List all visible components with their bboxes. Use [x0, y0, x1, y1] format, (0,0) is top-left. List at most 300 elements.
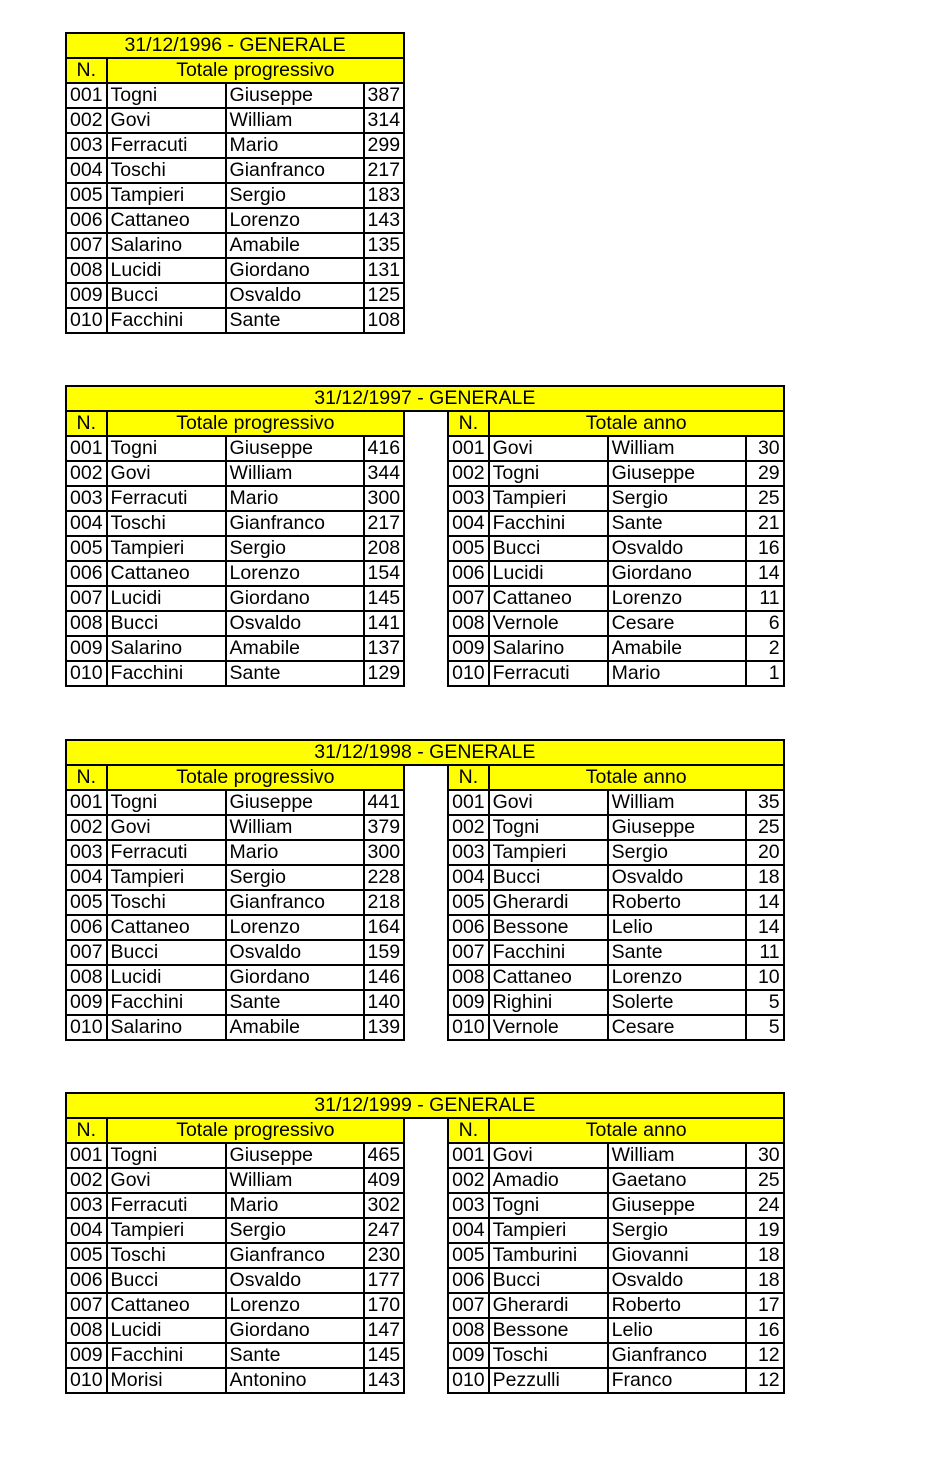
value-cell: 25	[746, 486, 784, 511]
header-n: N.	[66, 765, 107, 790]
table-row	[66, 511, 784, 536]
value-cell: 29	[746, 461, 784, 486]
firstname-cell: Osvaldo	[226, 940, 364, 965]
value-cell: 21	[746, 511, 784, 536]
rank-cell: 006	[66, 915, 107, 940]
value-cell: 139	[364, 1015, 405, 1040]
rank-cell: 002	[66, 461, 107, 486]
rank-cell: 004	[448, 1218, 489, 1243]
rank-cell: 003	[66, 486, 107, 511]
value-cell: 5	[746, 990, 784, 1015]
table-row	[66, 586, 784, 611]
value-cell: 24	[746, 1193, 784, 1218]
value-cell: 170	[364, 1293, 405, 1318]
surname-cell: Bessone	[489, 915, 608, 940]
section-block	[65, 32, 405, 334]
surname-cell: Tampieri	[107, 183, 226, 208]
value-cell: 228	[364, 865, 405, 890]
rank-cell: 001	[66, 790, 107, 815]
column-gap	[404, 1193, 448, 1218]
table-row	[66, 790, 784, 815]
value-cell: 143	[364, 1368, 405, 1393]
firstname-cell: William	[226, 108, 364, 133]
firstname-cell: Sergio	[226, 183, 364, 208]
firstname-cell: Mario	[226, 1193, 364, 1218]
section-block	[65, 739, 785, 1041]
column-gap	[404, 965, 448, 990]
table-row	[66, 183, 404, 208]
rank-cell: 009	[66, 283, 107, 308]
value-cell: 108	[364, 308, 405, 333]
firstname-cell: Osvaldo	[608, 865, 746, 890]
column-gap	[404, 436, 448, 461]
table-row	[66, 815, 784, 840]
header-totale-anno: Totale anno	[489, 765, 784, 790]
value-cell: 299	[364, 133, 405, 158]
section-title: 31/12/1997 - GENERALE	[66, 386, 784, 411]
value-cell: 18	[746, 1268, 784, 1293]
table-row	[66, 1143, 784, 1168]
rank-cell: 005	[448, 890, 489, 915]
column-gap	[404, 1318, 448, 1343]
firstname-cell: Lorenzo	[226, 561, 364, 586]
firstname-cell: Cesare	[608, 611, 746, 636]
firstname-cell: Sergio	[608, 840, 746, 865]
surname-cell: Govi	[107, 108, 226, 133]
column-gap	[404, 1168, 448, 1193]
value-cell: 146	[364, 965, 405, 990]
column-gap	[404, 1118, 448, 1143]
rank-cell: 010	[448, 1015, 489, 1040]
surname-cell: Bucci	[107, 1268, 226, 1293]
column-gap	[404, 865, 448, 890]
header-totale-anno: Totale anno	[489, 1118, 784, 1143]
column-gap	[404, 1293, 448, 1318]
surname-cell: Cattaneo	[107, 1293, 226, 1318]
table-row	[66, 158, 404, 183]
firstname-cell: Lelio	[608, 915, 746, 940]
surname-cell: Govi	[489, 1143, 608, 1168]
rank-cell: 002	[66, 108, 107, 133]
column-gap	[404, 611, 448, 636]
surname-cell: Tampieri	[489, 840, 608, 865]
firstname-cell: Roberto	[608, 1293, 746, 1318]
surname-cell: Lucidi	[107, 586, 226, 611]
value-cell: 300	[364, 840, 405, 865]
table-row	[66, 1318, 784, 1343]
rank-cell: 003	[448, 1193, 489, 1218]
ranking-table	[65, 385, 785, 687]
surname-cell: Bucci	[489, 865, 608, 890]
firstname-cell: Sante	[226, 661, 364, 686]
rank-cell: 005	[448, 1243, 489, 1268]
value-cell: 409	[364, 1168, 405, 1193]
value-cell: 129	[364, 661, 405, 686]
header-row	[66, 765, 784, 790]
rank-cell: 001	[66, 83, 107, 108]
surname-cell: Govi	[107, 461, 226, 486]
firstname-cell: Sergio	[226, 865, 364, 890]
header-totale-progressivo: Totale progressivo	[107, 1118, 405, 1143]
rank-cell: 004	[66, 511, 107, 536]
value-cell: 25	[746, 1168, 784, 1193]
rank-cell: 004	[448, 511, 489, 536]
firstname-cell: Sante	[608, 940, 746, 965]
surname-cell: Salarino	[107, 636, 226, 661]
column-gap	[404, 1368, 448, 1393]
firstname-cell: Giovanni	[608, 1243, 746, 1268]
header-row	[66, 411, 784, 436]
value-cell: 145	[364, 586, 405, 611]
firstname-cell: Solerte	[608, 990, 746, 1015]
surname-cell: Cattaneo	[107, 208, 226, 233]
surname-cell: Bucci	[489, 536, 608, 561]
value-cell: 18	[746, 1243, 784, 1268]
firstname-cell: Amabile	[608, 636, 746, 661]
firstname-cell: Osvaldo	[608, 536, 746, 561]
rank-cell: 006	[66, 561, 107, 586]
rank-cell: 001	[66, 1143, 107, 1168]
table-row	[66, 208, 404, 233]
header-totale-progressivo: Totale progressivo	[107, 411, 405, 436]
value-cell: 218	[364, 890, 405, 915]
surname-cell: Govi	[489, 436, 608, 461]
firstname-cell: Lelio	[608, 1318, 746, 1343]
table-row	[66, 258, 404, 283]
column-gap	[404, 411, 448, 436]
surname-cell: Morisi	[107, 1368, 226, 1393]
surname-cell: Lucidi	[107, 258, 226, 283]
section-title: 31/12/1996 - GENERALE	[66, 33, 404, 58]
firstname-cell: Giordano	[226, 258, 364, 283]
column-gap	[404, 990, 448, 1015]
firstname-cell: Giordano	[608, 561, 746, 586]
column-gap	[404, 1143, 448, 1168]
title-row	[66, 1093, 784, 1118]
value-cell: 141	[364, 611, 405, 636]
rank-cell: 008	[66, 258, 107, 283]
table-row	[66, 940, 784, 965]
firstname-cell: Osvaldo	[226, 1268, 364, 1293]
firstname-cell: Sergio	[226, 1218, 364, 1243]
column-gap	[404, 536, 448, 561]
value-cell: 16	[746, 1318, 784, 1343]
firstname-cell: Sergio	[226, 536, 364, 561]
rank-cell: 003	[66, 840, 107, 865]
surname-cell: Govi	[107, 815, 226, 840]
table-row	[66, 1343, 784, 1368]
surname-cell: Togni	[107, 436, 226, 461]
surname-cell: Tampieri	[107, 536, 226, 561]
header-row	[66, 1118, 784, 1143]
rank-cell: 009	[66, 990, 107, 1015]
value-cell: 441	[364, 790, 405, 815]
firstname-cell: Gianfranco	[226, 890, 364, 915]
table-row	[66, 1243, 784, 1268]
rank-cell: 007	[66, 940, 107, 965]
firstname-cell: Cesare	[608, 1015, 746, 1040]
rank-cell: 002	[448, 815, 489, 840]
value-cell: 14	[746, 915, 784, 940]
surname-cell: Lucidi	[107, 1318, 226, 1343]
firstname-cell: Roberto	[608, 890, 746, 915]
header-n: N.	[448, 411, 489, 436]
firstname-cell: Gianfranco	[608, 1343, 746, 1368]
rank-cell: 006	[66, 1268, 107, 1293]
rank-cell: 006	[448, 915, 489, 940]
value-cell: 159	[364, 940, 405, 965]
surname-cell: Facchini	[107, 1343, 226, 1368]
column-gap	[404, 561, 448, 586]
rank-cell: 009	[448, 636, 489, 661]
table-row	[66, 461, 784, 486]
firstname-cell: Gianfranco	[226, 158, 364, 183]
surname-cell: Lucidi	[107, 965, 226, 990]
firstname-cell: Sante	[608, 511, 746, 536]
value-cell: 217	[364, 158, 405, 183]
value-cell: 125	[364, 283, 405, 308]
table-row	[66, 965, 784, 990]
ranking-table	[65, 739, 785, 1041]
surname-cell: Cattaneo	[489, 586, 608, 611]
value-cell: 387	[364, 83, 405, 108]
firstname-cell: Sante	[226, 1343, 364, 1368]
column-gap	[404, 1343, 448, 1368]
column-gap	[404, 486, 448, 511]
surname-cell: Salarino	[107, 1015, 226, 1040]
firstname-cell: Mario	[226, 840, 364, 865]
firstname-cell: Giuseppe	[608, 1193, 746, 1218]
column-gap	[404, 1218, 448, 1243]
value-cell: 300	[364, 486, 405, 511]
rank-cell: 003	[66, 133, 107, 158]
column-gap	[404, 1015, 448, 1040]
firstname-cell: Giordano	[226, 1318, 364, 1343]
value-cell: 230	[364, 1243, 405, 1268]
table-row	[66, 990, 784, 1015]
rank-cell: 008	[448, 611, 489, 636]
surname-cell: Facchini	[107, 308, 226, 333]
value-cell: 2	[746, 636, 784, 661]
surname-cell: Facchini	[107, 661, 226, 686]
firstname-cell: William	[608, 790, 746, 815]
surname-cell: Toschi	[107, 158, 226, 183]
rank-cell: 004	[66, 158, 107, 183]
surname-cell: Ferracuti	[107, 133, 226, 158]
rank-cell: 010	[66, 1015, 107, 1040]
firstname-cell: Osvaldo	[226, 611, 364, 636]
column-gap	[404, 940, 448, 965]
firstname-cell: Sergio	[608, 486, 746, 511]
rank-cell: 002	[448, 1168, 489, 1193]
value-cell: 208	[364, 536, 405, 561]
rank-cell: 005	[448, 536, 489, 561]
firstname-cell: Giuseppe	[226, 436, 364, 461]
value-cell: 416	[364, 436, 405, 461]
value-cell: 145	[364, 1343, 405, 1368]
rank-cell: 003	[448, 840, 489, 865]
value-cell: 379	[364, 815, 405, 840]
surname-cell: Vernole	[489, 1015, 608, 1040]
table-row	[66, 890, 784, 915]
column-gap	[404, 815, 448, 840]
rank-cell: 005	[66, 890, 107, 915]
rank-cell: 003	[448, 486, 489, 511]
surname-cell: Pezzulli	[489, 1368, 608, 1393]
surname-cell: Cattaneo	[107, 561, 226, 586]
table-row	[66, 865, 784, 890]
value-cell: 465	[364, 1143, 405, 1168]
header-n: N.	[448, 765, 489, 790]
surname-cell: Toschi	[107, 890, 226, 915]
rank-cell: 001	[448, 790, 489, 815]
table-row	[66, 83, 404, 108]
value-cell: 11	[746, 940, 784, 965]
firstname-cell: Sante	[226, 990, 364, 1015]
surname-cell: Toschi	[107, 1243, 226, 1268]
rank-cell: 003	[66, 1193, 107, 1218]
rank-cell: 001	[448, 436, 489, 461]
table-row	[66, 283, 404, 308]
surname-cell: Salarino	[107, 233, 226, 258]
value-cell: 143	[364, 208, 405, 233]
column-gap	[404, 511, 448, 536]
rank-cell: 008	[448, 1318, 489, 1343]
value-cell: 19	[746, 1218, 784, 1243]
table-row	[66, 486, 784, 511]
firstname-cell: Franco	[608, 1368, 746, 1393]
column-gap	[404, 661, 448, 686]
firstname-cell: Lorenzo	[226, 915, 364, 940]
value-cell: 20	[746, 840, 784, 865]
rank-cell: 008	[448, 965, 489, 990]
surname-cell: Togni	[107, 1143, 226, 1168]
surname-cell: Bessone	[489, 1318, 608, 1343]
column-gap	[404, 890, 448, 915]
header-n: N.	[66, 411, 107, 436]
rank-cell: 004	[448, 865, 489, 890]
rank-cell: 006	[66, 208, 107, 233]
column-gap	[404, 915, 448, 940]
surname-cell: Togni	[107, 790, 226, 815]
rank-cell: 005	[66, 1243, 107, 1268]
rank-cell: 002	[448, 461, 489, 486]
value-cell: 30	[746, 1143, 784, 1168]
column-gap	[404, 765, 448, 790]
value-cell: 14	[746, 890, 784, 915]
surname-cell: Cattaneo	[489, 965, 608, 990]
value-cell: 314	[364, 108, 405, 133]
firstname-cell: Lorenzo	[226, 1293, 364, 1318]
rank-cell: 002	[66, 815, 107, 840]
header-totale-progressivo: Totale progressivo	[107, 765, 405, 790]
rank-cell: 005	[66, 536, 107, 561]
value-cell: 5	[746, 1015, 784, 1040]
column-gap	[404, 461, 448, 486]
firstname-cell: Giuseppe	[608, 461, 746, 486]
rank-cell: 008	[66, 611, 107, 636]
surname-cell: Gherardi	[489, 890, 608, 915]
value-cell: 164	[364, 915, 405, 940]
value-cell: 25	[746, 815, 784, 840]
rank-cell: 007	[66, 1293, 107, 1318]
surname-cell: Togni	[489, 1193, 608, 1218]
rank-cell: 007	[448, 1293, 489, 1318]
rank-cell: 006	[448, 561, 489, 586]
value-cell: 1	[746, 661, 784, 686]
firstname-cell: William	[608, 1143, 746, 1168]
rank-cell: 004	[66, 865, 107, 890]
surname-cell: Tampieri	[489, 486, 608, 511]
title-row	[66, 386, 784, 411]
table-row	[66, 636, 784, 661]
surname-cell: Cattaneo	[107, 915, 226, 940]
value-cell: 137	[364, 636, 405, 661]
value-cell: 17	[746, 1293, 784, 1318]
table-row	[66, 233, 404, 258]
value-cell: 11	[746, 586, 784, 611]
rank-cell: 007	[66, 586, 107, 611]
header-n: N.	[66, 1118, 107, 1143]
firstname-cell: Giuseppe	[226, 790, 364, 815]
rank-cell: 006	[448, 1268, 489, 1293]
value-cell: 12	[746, 1368, 784, 1393]
surname-cell: Salarino	[489, 636, 608, 661]
firstname-cell: Lorenzo	[226, 208, 364, 233]
firstname-cell: Giuseppe	[226, 83, 364, 108]
title-row	[66, 740, 784, 765]
value-cell: 177	[364, 1268, 405, 1293]
value-cell: 183	[364, 183, 405, 208]
table-row	[66, 1368, 784, 1393]
rank-cell: 007	[448, 940, 489, 965]
rank-cell: 009	[448, 1343, 489, 1368]
header-totale-anno: Totale anno	[489, 411, 784, 436]
surname-cell: Tampieri	[107, 865, 226, 890]
rank-cell: 001	[448, 1143, 489, 1168]
table-row	[66, 436, 784, 461]
surname-cell: Facchini	[489, 511, 608, 536]
value-cell: 6	[746, 611, 784, 636]
firstname-cell: William	[226, 815, 364, 840]
firstname-cell: Gaetano	[608, 1168, 746, 1193]
firstname-cell: Giordano	[226, 965, 364, 990]
rank-cell: 008	[66, 965, 107, 990]
rank-cell: 009	[448, 990, 489, 1015]
firstname-cell: Mario	[226, 486, 364, 511]
table-row	[66, 1218, 784, 1243]
firstname-cell: Lorenzo	[608, 965, 746, 990]
surname-cell: Ferracuti	[489, 661, 608, 686]
firstname-cell: William	[226, 1168, 364, 1193]
value-cell: 16	[746, 536, 784, 561]
table-row	[66, 1168, 784, 1193]
surname-cell: Tampieri	[489, 1218, 608, 1243]
surname-cell: Facchini	[489, 940, 608, 965]
header-n: N.	[66, 58, 107, 83]
firstname-cell: Sergio	[608, 1218, 746, 1243]
value-cell: 140	[364, 990, 405, 1015]
surname-cell: Toschi	[107, 511, 226, 536]
surname-cell: Bucci	[107, 940, 226, 965]
value-cell: 154	[364, 561, 405, 586]
ranking-table	[65, 32, 405, 334]
value-cell: 131	[364, 258, 405, 283]
rank-cell: 009	[66, 636, 107, 661]
firstname-cell: Antonino	[226, 1368, 364, 1393]
value-cell: 14	[746, 561, 784, 586]
rank-cell: 005	[66, 183, 107, 208]
